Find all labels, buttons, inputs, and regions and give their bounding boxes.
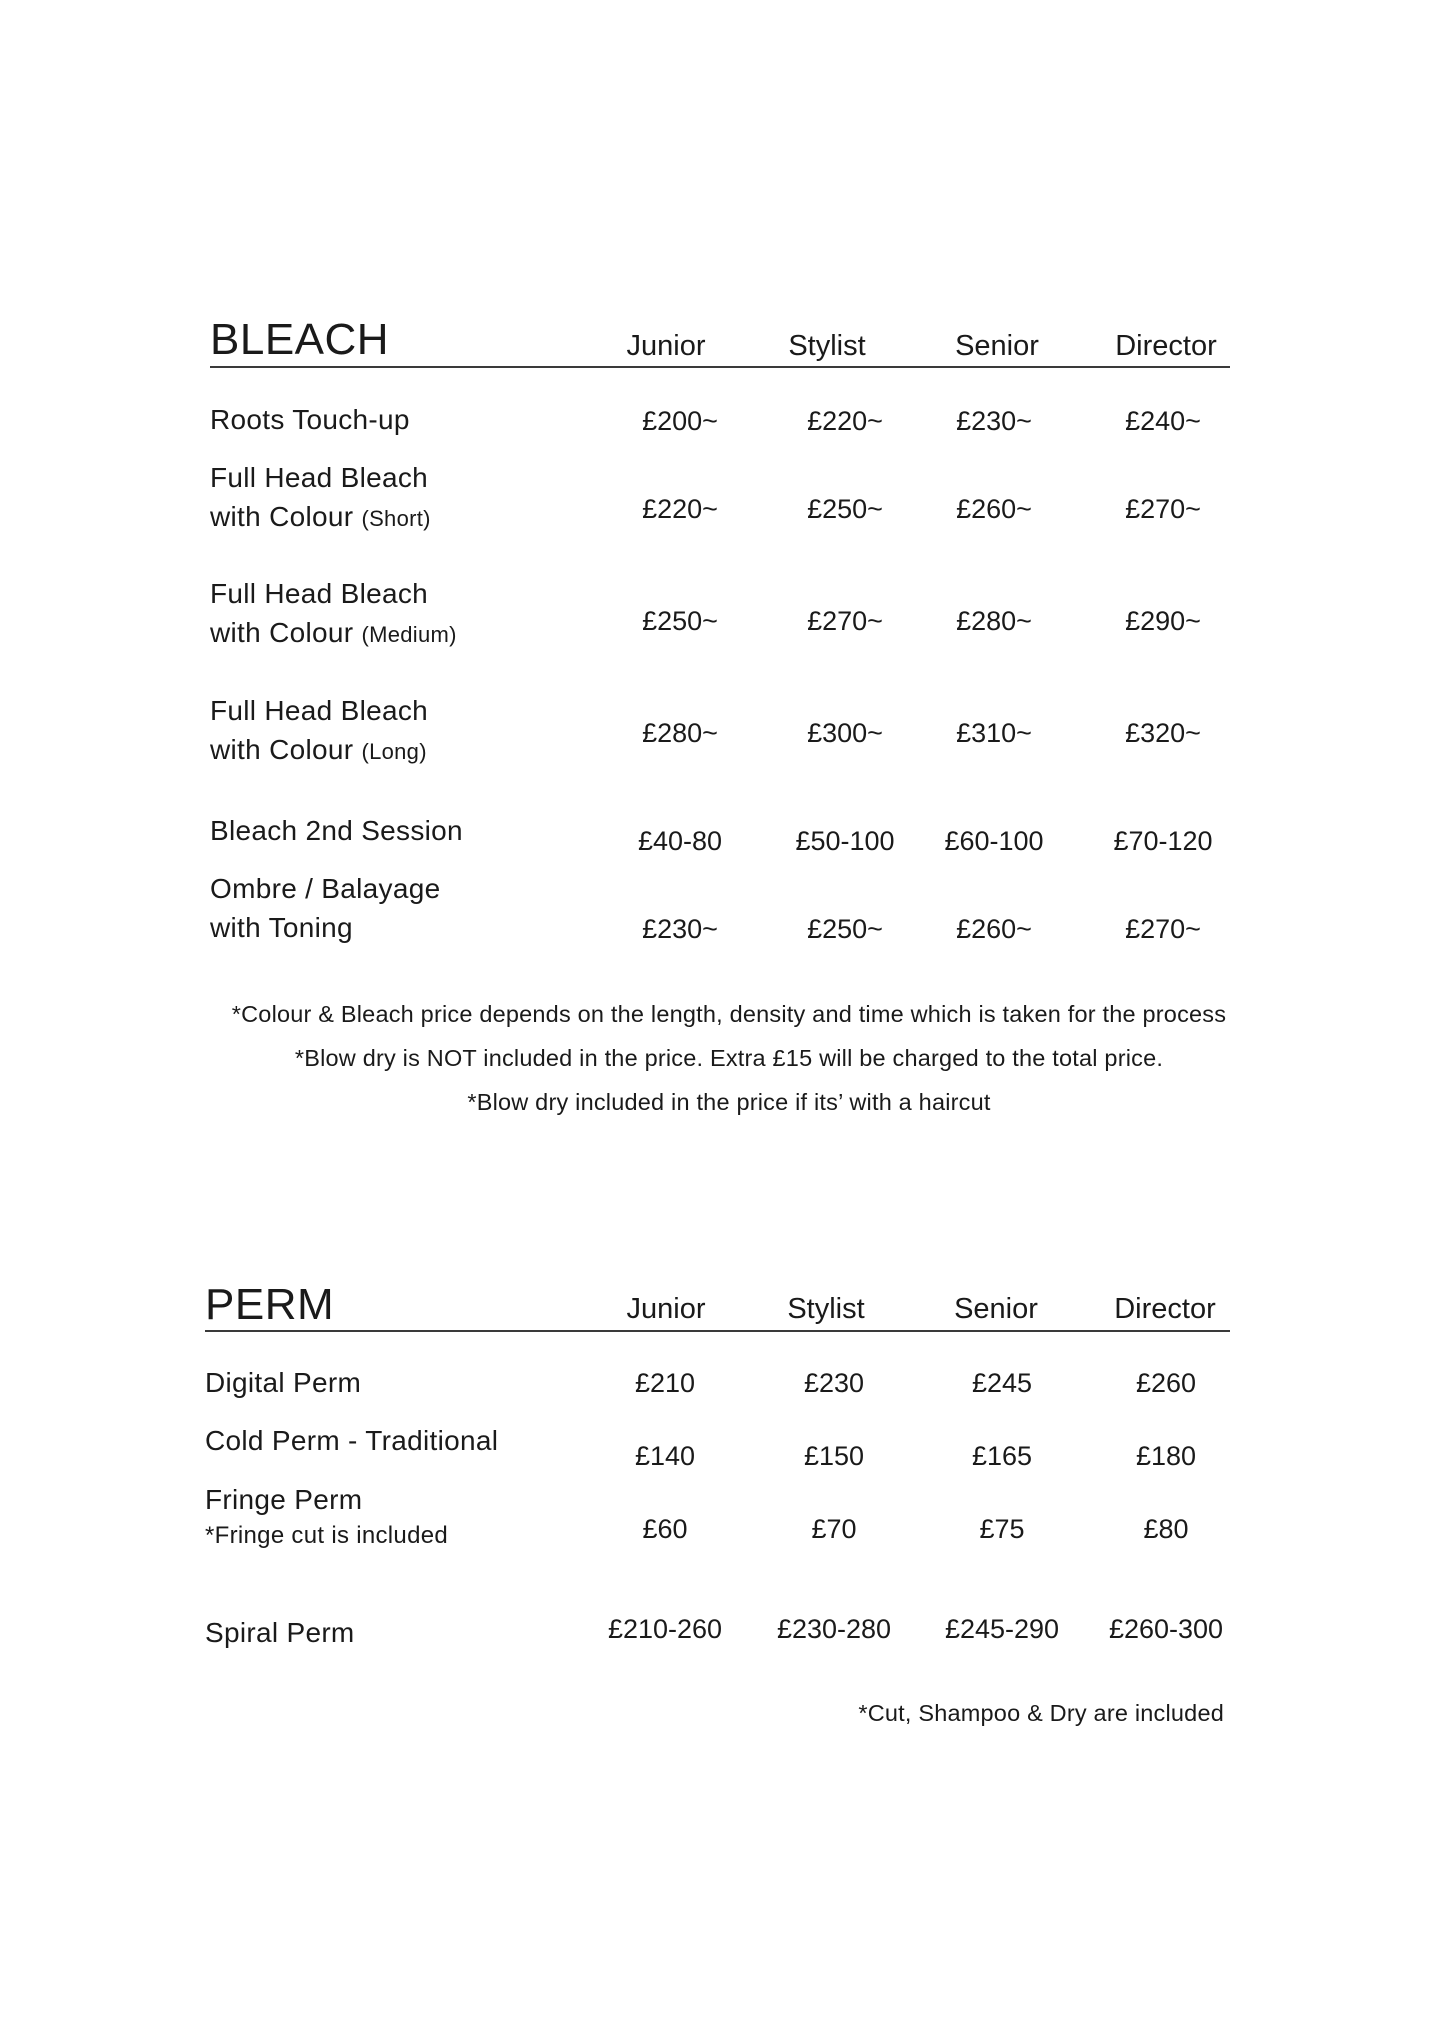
perm-service-cold-traditional bbox=[205, 1421, 498, 1460]
bleach-price: £70-120 bbox=[1113, 826, 1213, 856]
perm-price: £245 bbox=[971, 1368, 1033, 1398]
perm-col-director: Director bbox=[1114, 1293, 1216, 1325]
bleach-service-2nd-session bbox=[210, 811, 463, 850]
perm-price: £60 bbox=[642, 1514, 688, 1544]
perm-col-stylist: Stylist bbox=[787, 1293, 865, 1325]
perm-price: £180 bbox=[1135, 1441, 1197, 1471]
bleach-col-stylist: Stylist bbox=[788, 330, 866, 362]
bleach-price: £250~ bbox=[807, 494, 883, 524]
perm-header-divider bbox=[205, 1330, 1230, 1332]
bleach-price: £230~ bbox=[642, 914, 718, 944]
service-note: *Fringe cut is included bbox=[205, 1522, 449, 1549]
perm-price: £80 bbox=[1143, 1514, 1189, 1544]
service-name: Full Head Bleach bbox=[210, 462, 429, 493]
bleach-col-director: Director bbox=[1115, 330, 1217, 362]
bleach-price: £270~ bbox=[1125, 914, 1201, 944]
perm-price: £210 bbox=[634, 1368, 696, 1398]
bleach-price: £50-100 bbox=[795, 826, 895, 856]
bleach-price: £220~ bbox=[642, 494, 718, 524]
bleach-price: £250~ bbox=[642, 606, 718, 636]
perm-footnote: *Cut, Shampoo & Dry are included bbox=[858, 1700, 1224, 1726]
perm-price: £75 bbox=[979, 1514, 1025, 1544]
bleach-price: £260~ bbox=[956, 914, 1032, 944]
service-name: Fringe Perm bbox=[205, 1484, 363, 1515]
perm-service-digital bbox=[205, 1363, 361, 1402]
service-name-line2: with Toning bbox=[210, 912, 353, 943]
service-name-line2: with Colour bbox=[210, 734, 354, 765]
service-length: (Short) bbox=[361, 506, 431, 531]
bleach-price: £60-100 bbox=[944, 826, 1044, 856]
bleach-footnote: *Blow dry is NOT included in the price. Extra £15 will be charged to the total price. bbox=[294, 1045, 1164, 1071]
perm-col-senior: Senior bbox=[954, 1293, 1038, 1325]
bleach-price: £270~ bbox=[1125, 494, 1201, 524]
bleach-service-ombre-balayage bbox=[210, 869, 440, 947]
bleach-col-junior: Junior bbox=[626, 330, 706, 362]
service-length: (Long) bbox=[361, 739, 427, 764]
bleach-price: £260~ bbox=[956, 494, 1032, 524]
bleach-price: £270~ bbox=[807, 606, 883, 636]
bleach-header-divider bbox=[210, 366, 1230, 368]
bleach-price: £230~ bbox=[956, 406, 1032, 436]
perm-price: £210-260 bbox=[607, 1614, 723, 1644]
service-name: Cold Perm - Traditional bbox=[205, 1425, 499, 1456]
service-name: Ombre / Balayage bbox=[210, 873, 441, 904]
bleach-price: £280~ bbox=[956, 606, 1032, 636]
perm-col-junior: Junior bbox=[626, 1293, 706, 1325]
perm-price: £230 bbox=[803, 1368, 865, 1398]
perm-price: £245-290 bbox=[944, 1614, 1060, 1644]
perm-title: PERM bbox=[205, 1280, 335, 1329]
service-name-line2: with Colour bbox=[210, 617, 354, 648]
perm-service-fringe bbox=[205, 1480, 448, 1553]
perm-price: £230-280 bbox=[776, 1614, 892, 1644]
perm-service-spiral bbox=[205, 1613, 355, 1652]
bleach-service-full-head-medium bbox=[210, 574, 457, 654]
perm-price: £70 bbox=[811, 1514, 857, 1544]
bleach-price: £310~ bbox=[956, 718, 1032, 748]
service-length: (Medium) bbox=[361, 622, 457, 647]
bleach-price: £290~ bbox=[1125, 606, 1201, 636]
service-name: Full Head Bleach bbox=[210, 578, 429, 609]
service-name: Full Head Bleach bbox=[210, 695, 429, 726]
service-name-line2: with Colour bbox=[210, 501, 354, 532]
service-name: Spiral Perm bbox=[205, 1617, 355, 1648]
bleach-title: BLEACH bbox=[210, 315, 390, 364]
service-name: Bleach 2nd Session bbox=[210, 815, 463, 846]
bleach-col-senior: Senior bbox=[955, 330, 1039, 362]
bleach-price: £250~ bbox=[807, 914, 883, 944]
bleach-price: £320~ bbox=[1125, 718, 1201, 748]
bleach-service-full-head-long bbox=[210, 691, 428, 771]
service-name: Roots Touch-up bbox=[210, 404, 410, 435]
bleach-price: £220~ bbox=[807, 406, 883, 436]
bleach-price: £200~ bbox=[642, 406, 718, 436]
bleach-price: £240~ bbox=[1125, 406, 1201, 436]
perm-price: £140 bbox=[634, 1441, 696, 1471]
bleach-footnote: *Colour & Bleach price depends on the length, density and time which is taken for the process bbox=[231, 1001, 1227, 1027]
perm-price: £150 bbox=[803, 1441, 865, 1471]
service-name: Digital Perm bbox=[205, 1367, 362, 1398]
perm-price: £260-300 bbox=[1108, 1614, 1224, 1644]
bleach-service-roots-touch-up bbox=[210, 400, 410, 439]
bleach-footnote: *Blow dry included in the price if its’ with a haircut bbox=[467, 1089, 991, 1115]
bleach-service-full-head-short bbox=[210, 458, 431, 538]
perm-price: £165 bbox=[971, 1441, 1033, 1471]
bleach-price: £40-80 bbox=[637, 826, 723, 856]
bleach-price: £280~ bbox=[642, 718, 718, 748]
perm-price: £260 bbox=[1135, 1368, 1197, 1398]
bleach-price: £300~ bbox=[807, 718, 883, 748]
